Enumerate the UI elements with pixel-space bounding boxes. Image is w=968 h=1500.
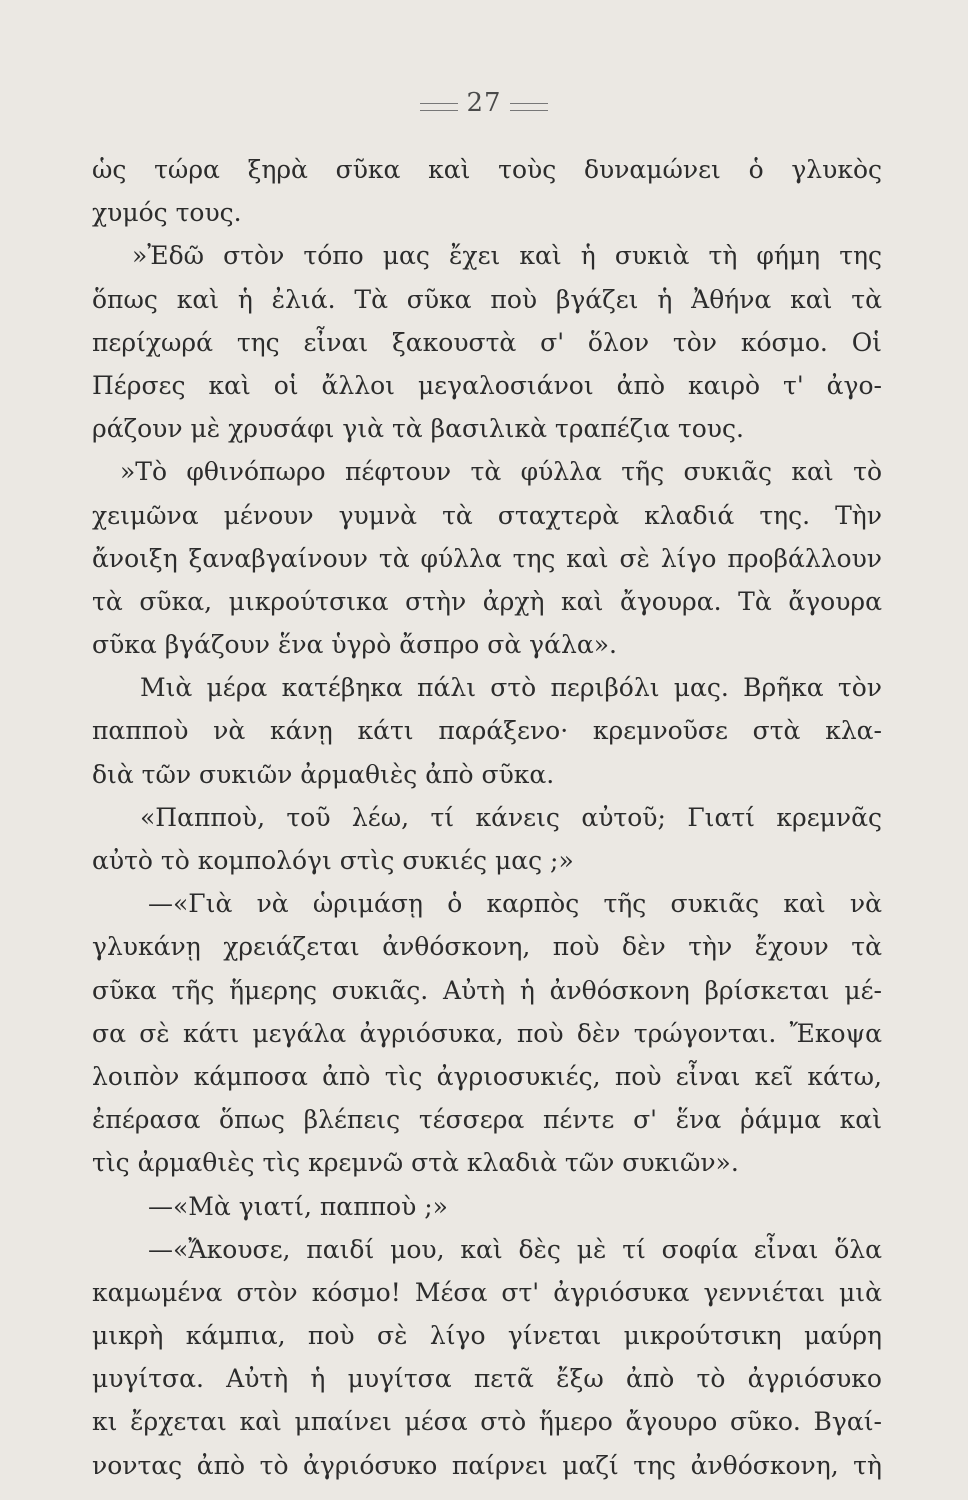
text-line: σῦκα βγάζουν ἕνα ὑγρὸ ἄσπρο σὰ γάλα».	[92, 630, 617, 660]
text-line: νοντας ἀπὸ τὸ ἀγριόσυκο παίρνει μαζί της ἀνθόσκονη, τὴ	[92, 1450, 882, 1480]
page-number: 27	[466, 88, 502, 118]
header-rule-left	[420, 103, 458, 111]
text-line: Μιὰ μέρα κατέβηκα πάλι στὸ περιβόλι μας. Βρῆκα τὸν	[140, 673, 882, 703]
page-header	[0, 88, 968, 118]
header-rule-right	[510, 103, 548, 111]
text-line: »Ἐδῶ στὸν τόπο μας ἔχει καὶ ἡ συκιὰ τὴ φήμη της	[132, 241, 882, 271]
text-line: διὰ τῶν συκιῶν ἀρμαθιὲς ἀπὸ σῦκα.	[92, 759, 555, 789]
text-line: περίχωρά της εἶναι ξακουστὰ σ' ὅλον τὸν κόσμο. Οἱ	[92, 327, 882, 357]
text-line: »Τὸ φθινόπωρο πέφτουν τὰ φύλλα τῆς συκιᾶς καὶ τὸ	[120, 457, 882, 487]
text-line: μικρὴ κάμπια, ποὺ σὲ λίγο γίνεται μικρούτσικη μαύρη	[92, 1321, 882, 1351]
text-line: σα σὲ κάτι μεγάλα ἀγριόσυκα, ποὺ δὲν τρώγονται. Ἔκοψα	[92, 1018, 882, 1048]
text-line: —«Μὰ γιατί, παπποὺ ;»	[148, 1191, 448, 1221]
text-line: «Παπποὺ, τοῦ λέω, τί κάνεις αὐτοῦ; Γιατί κρεμνᾶς	[140, 802, 882, 832]
text-line: ἐπέρασα ὅπως βλέπεις τέσσερα πέντε σ' ἕνα ῥάμμα καὶ	[92, 1105, 882, 1135]
text-line: ὡς τώρα ξηρὰ σῦκα καὶ τοὺς δυναμώνει ὁ γλυκὸς	[92, 155, 882, 184]
text-line: παπποὺ νὰ κάνῃ κάτι παράξενο· κρεμνοῦσε στὰ κλα-	[92, 716, 882, 746]
text-line: σῦκα τῆς ἥμερης συκιᾶς. Αὐτὴ ἡ ἀνθόσκονη βρίσκεται μέ-	[92, 975, 882, 1005]
text-line: —«Γιὰ νὰ ὡριμάσῃ ὁ καρπὸς τῆς συκιᾶς καὶ νὰ	[148, 889, 882, 919]
text-line: ἄνοιξη ξαναβγαίνουν τὰ φύλλα της καὶ σὲ λίγο προβάλλουν	[92, 543, 882, 573]
body-text	[92, 148, 882, 1487]
text-line: τὰ σῦκα, μικρούτσικα στὴν ἀρχὴ καὶ ἄγουρα. Τὰ ἄγουρα	[92, 586, 882, 616]
text-line: —«Ἄκουσε, παιδί μου, καὶ δὲς μὲ τί σοφία εἶναι ὅλα	[148, 1234, 882, 1264]
text-line: ὅπως καὶ ἡ ἐλιά. Τὰ σῦκα ποὺ βγάζει ἡ Ἀθήνα καὶ τὰ	[92, 284, 882, 314]
text-line: αὐτὸ τὸ κομπολόγι στὶς συκιές μας ;»	[92, 846, 574, 875]
text-line: χειμῶνα μένουν γυμνὰ τὰ σταχτερὰ κλαδιά της. Τὴν	[92, 500, 882, 530]
text-line: μυγίτσα. Αὐτὴ ἡ μυγίτσα πετᾶ ἔξω ἀπὸ τὸ ἀγριόσυκο	[92, 1364, 882, 1394]
text-line: καμωμένα στὸν κόσμο! Μέσα στ' ἀγριόσυκα γεννιέται μιὰ	[92, 1277, 882, 1307]
text-line: κι ἔρχεται καὶ μπαίνει μέσα στὸ ἥμερο ἄγουρο σῦκο. Βγαί-	[92, 1407, 882, 1437]
text-line: ράζουν μὲ χρυσάφι γιὰ τὰ βασιλικὰ τραπέζια τους.	[92, 414, 744, 444]
text-line: Πέρσες καὶ οἱ ἄλλοι μεγαλοσιάνοι ἀπὸ καιρὸ τ' ἀγο-	[92, 370, 882, 400]
text-line: γλυκάνῃ χρειάζεται ἀνθόσκονη, ποὺ δὲν τὴν ἔχουν τὰ	[92, 932, 882, 962]
text-line: λοιπὸν κάμποσα ἀπὸ τὶς ἀγριοσυκιές, ποὺ εἶναι κεῖ κάτω,	[92, 1061, 882, 1091]
text-line: χυμός τους.	[92, 198, 242, 228]
text-line: τὶς ἀρμαθιὲς τὶς κρεμνῶ στὰ κλαδιὰ τῶν συκιῶν».	[92, 1148, 739, 1178]
